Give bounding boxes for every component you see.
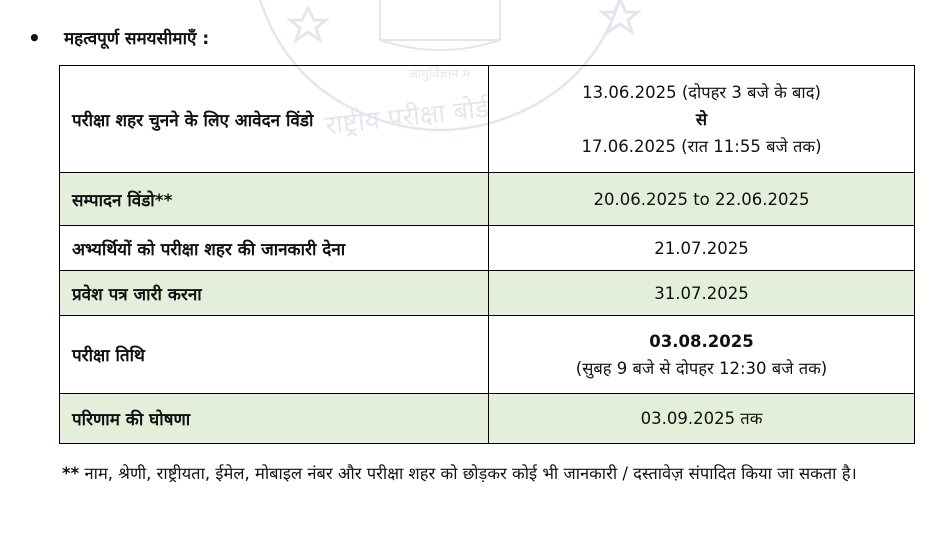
- table-row: [60, 316, 915, 394]
- row-value: [489, 271, 915, 316]
- row-label: सम्पादन विंडो**: [60, 173, 489, 226]
- value-line: (सुबह 9 बजे से दोपहर 12:30 बजे तक): [575, 358, 828, 378]
- row-label: अभ्यर्थियों को परीक्षा शहर की जानकारी देना: [60, 226, 489, 271]
- value-line: 17.06.2025 (रात 11:55 बजे तक): [581, 136, 822, 156]
- row-value: [489, 316, 915, 394]
- value-line: 21.07.2025: [654, 238, 749, 258]
- footnote-marker: **: [62, 464, 80, 483]
- value-line: 20.06.2025 to 22.06.2025: [593, 189, 810, 209]
- row-value: [489, 66, 915, 173]
- row-value: [489, 394, 915, 444]
- row-value: [489, 226, 915, 271]
- table-row: [60, 173, 915, 226]
- value-line: 13.06.2025 (दोपहर 3 बजे के बाद): [582, 82, 821, 102]
- section-heading-text: महत्वपूर्ण समयसीमाएँ :: [64, 29, 210, 49]
- value-line: से: [695, 109, 708, 129]
- value-line: 31.07.2025: [654, 283, 749, 303]
- footnote: [62, 460, 922, 488]
- svg-text:आयुर्विज्ञान म: आयुर्विज्ञान म: [408, 67, 471, 82]
- value-line: 03.09.2025 तक: [640, 409, 763, 428]
- table-row: [60, 394, 915, 444]
- important-deadlines-table: [59, 65, 915, 444]
- row-value: [489, 173, 915, 226]
- table-row: [60, 226, 915, 271]
- bullet-marker: •: [28, 26, 41, 50]
- svg-text:राष्ट्रीय परीक्षा बोर्ड: राष्ट्रीय परीक्षा बोर्ड: [323, 93, 491, 141]
- row-label: परीक्षा शहर चुनने के लिए आवेदन विंडो: [60, 66, 489, 173]
- row-label: परिणाम की घोषणा: [60, 394, 489, 444]
- table-row: [60, 271, 915, 316]
- table-row: [60, 66, 915, 173]
- footnote-text: नाम, श्रेणी, राष्ट्रीयता, ईमेल, मोबाइल नंबर और परीक्षा शहर को छोड़कर कोई भी जानकारी / दस्तावेज़ संपादित किया जा सकता है।: [79, 464, 857, 483]
- value-line: 03.08.2025: [649, 331, 754, 351]
- row-label: प्रवेश पत्र जारी करना: [60, 271, 489, 316]
- row-label: परीक्षा तिथि: [60, 316, 489, 394]
